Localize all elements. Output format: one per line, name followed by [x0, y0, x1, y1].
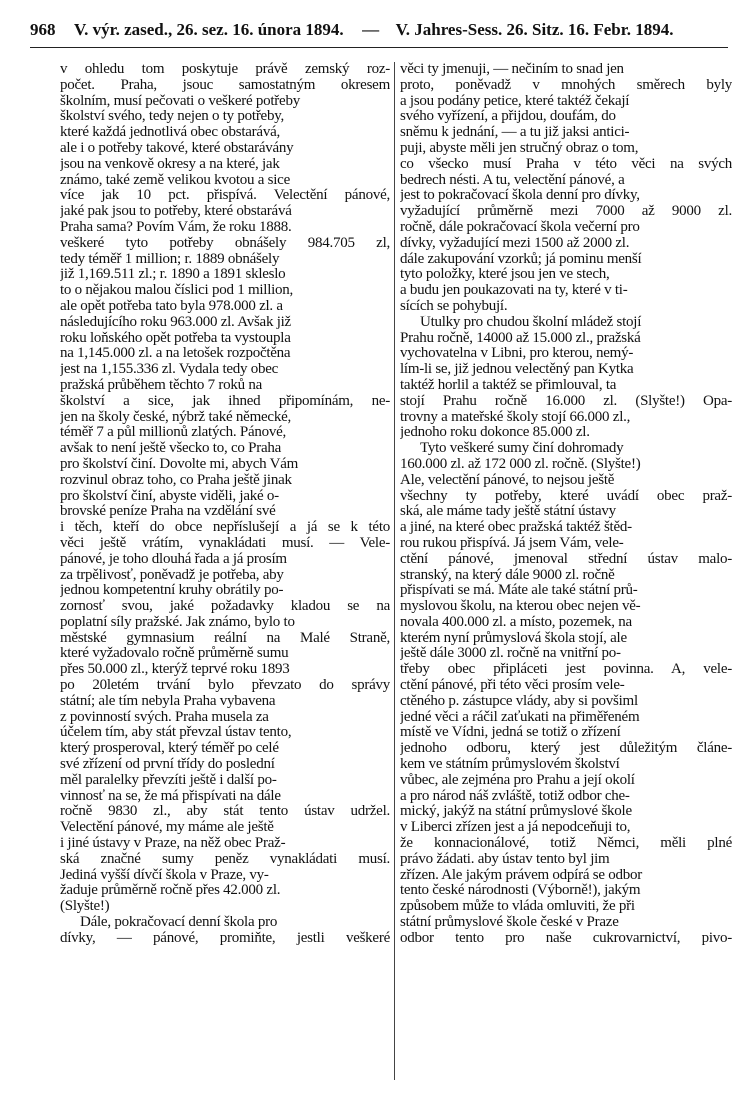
text-line: Dále, pokračovací denní škola pro [80, 915, 278, 931]
text-line: puji, abyste měli jen stručný obraz o tom, [400, 140, 639, 156]
text-line: způsobem může to vláda omluviti, že při [400, 899, 635, 915]
right-text-column [400, 62, 732, 947]
text-line: a jiné, na které obec pražská taktéž štěd- [400, 520, 632, 536]
text-line: dívky, — pánové, promiňte, jestli veškeré [60, 930, 390, 946]
text-line: pro školství činí. Dovolte mi, abych Vám [60, 456, 299, 472]
text-line: v ohledu tom poskytuje právě zemský roz- [60, 62, 390, 77]
text-line: stojí Prahu ročně 16.000 zl. (Slyšte!) Opa- [400, 393, 732, 409]
text-line: za trpělivosť, poněvadž je potřeba, aby [60, 567, 284, 583]
text-line: zřízen. Ale jakým právem odpírá se odbor [400, 867, 642, 883]
text-line: jest to pokračovací škola denní pro dívky, [400, 188, 640, 204]
text-line: školství a sice, jak ihned připomínám, ne- [60, 393, 390, 409]
text-line: ale i o potřeby takové, které obstarávány [60, 140, 294, 156]
german-session-title: V. Jahres-Sess. 26. Sitz. 16. Febr. 1894. [395, 20, 674, 39]
text-line: třeby obec připláceti jest povinna. A, vele- [400, 662, 732, 678]
text-line: že konnacionálové, totiž Němci, měli plné [400, 836, 732, 852]
czech-session-title: V. výr. zased., 26. sez. 16. února 1894. [74, 20, 344, 39]
text-line: měl paralelky převzíti ještě i další po- [60, 772, 277, 788]
text-line: městské gymnasium reální na Malé Straně, [60, 630, 390, 646]
header-rule [30, 47, 728, 48]
text-line: Praha sama? Povím Vám, že roku 1888. [60, 219, 292, 235]
text-line: kem ve státním průmyslovém školství [400, 757, 620, 773]
text-line: přispívati se má. Máte ale také státní prů- [400, 583, 638, 599]
text-line: všechny ty potřeby, které uvádí obec praž- [400, 488, 732, 504]
text-line: více jak 10 pct. přispívá. Velectění pánové, [60, 188, 390, 204]
text-line: Útulky pro chudou školní mládež stojí [420, 314, 642, 330]
text-line: sněmu k jednání, — a tu již jaksi antici- [400, 125, 630, 141]
text-line: ale opět potřeba tato byla 978.000 zl. a [60, 298, 283, 314]
text-line: taktéž horlil a taktéž se přimlouval, ta [400, 377, 617, 393]
text-line: počet. Praha, jsouc samostatným okresem [60, 77, 390, 93]
text-line: co všecko musí Praha v této věci na svých [400, 156, 732, 172]
column-divider [394, 62, 395, 1080]
text-line: ctěného p. zástupce vlády, aby si povšiml [400, 693, 638, 709]
text-line: právo žádati. aby ústav tento byl jim [400, 851, 610, 867]
text-line: vyžadující průměrně mezi 7000 až 9000 zl. [400, 204, 732, 220]
text-line: jednoho odboru, který jest důležitým článe- [400, 741, 732, 757]
text-line: jen na školy české, nýbrž také německé, [60, 409, 291, 425]
text-line: myslovou školu, na kterou obec nejen vě- [400, 599, 641, 615]
text-line: lím-li se, již jednou velectěný pan Kytka [400, 362, 634, 378]
text-line: které každá jednotlivá obec obstarává, [60, 125, 280, 141]
text-line: státní průmyslové škole české v Praze [400, 915, 619, 931]
text-line: účelem tím, aby stát převzal ústav tento, [60, 725, 292, 741]
text-line: 160.000 zl. až 172 000 zl. ročně. (Slyšte!) [400, 456, 641, 472]
text-line: známo, také země velikou kvotou a sice [60, 172, 290, 188]
text-line: rozvinul obraz toho, co Praha ještě jinak [60, 472, 292, 488]
text-line: žaduje průměrně ročně přes 42.000 zl. [60, 883, 281, 899]
text-line: Velectění pánové, my máme ale ještě [60, 820, 274, 836]
text-line: místě ve Vídni, jedná se totiž o zřízení [400, 725, 621, 741]
page-number: 968 [30, 20, 56, 39]
text-line: jedné věci a ráčil zaťukati na přiměřeném [400, 709, 640, 725]
text-line: novala 400.000 zl. a místo, pozemek, na [400, 614, 632, 630]
text-line: sících se pohybují. [400, 298, 508, 314]
text-line: pro školství činí, abyste viděli, jaké o- [60, 488, 279, 504]
text-line: Prahu ročně, 14000 až 15.000 zl., pražská [400, 330, 641, 346]
text-line: pražská průběhem těchto 7 roků na [60, 377, 263, 393]
text-line: jest na 1,155.336 zl. Vydala tedy obec [60, 362, 279, 378]
text-line: a budu jen poukazovati na ty, které v ti- [400, 283, 628, 299]
text-line: (Slyšte!) [60, 899, 110, 915]
text-line: jaké pak jsou to potřeby, které obstarává [60, 204, 292, 220]
text-line: veškeré tyto potřeby obnášely 984.705 zl, [60, 235, 390, 251]
text-line: ská, ale máme tady ještě státní ústavy [400, 504, 616, 520]
text-line: tyto položky, které jsou jen ve stech, [400, 267, 610, 283]
text-line: ročně 9830 zl., aby stát tento ústav udržel. [60, 804, 390, 820]
text-line: své zřízení od první třídy do poslední [60, 757, 275, 773]
text-line: tedy téměř 1 million; r. 1889 obnášely [60, 251, 280, 267]
text-line: i těch, kteří do obce nepříslušejí a já se k této [60, 520, 390, 536]
text-line: stranský, na který dále 9000 zl. ročně [400, 567, 615, 583]
text-line: ctění pánové, jmenoval střední ústav malo- [400, 551, 732, 567]
text-line: bedrech nésti. A tu, velectění pánové, a [400, 172, 625, 188]
text-line: rou rukou přispívá. Já jsem Vám, vele- [400, 535, 624, 551]
text-line: roku loňského opět potřeba ta vystoupla [60, 330, 291, 346]
text-line: na 1,145.000 zl. a na letošek rozpočtěna [60, 346, 291, 362]
text-line: trovny a mateřské školy stojí 66.000 zl., [400, 409, 631, 425]
header-separator: — [362, 20, 380, 39]
text-line: po 20letém trvání bylo převzato do správy [60, 678, 390, 694]
text-line: avšak to není ještě všecko to, co Praha [60, 441, 282, 457]
text-line: to o nějakou malou číslici pod 1 million, [60, 283, 294, 299]
left-text-column [60, 62, 390, 947]
text-line: a jsou podány petice, které taktéž čekají [400, 93, 630, 109]
text-line: jednoho roku dokonce 85.000 zl. [400, 425, 590, 441]
text-line: pánové, je toho dlouhá řada a já prosím [60, 551, 287, 567]
text-line: mický, jakýž na státní průmyslové škole [400, 804, 632, 820]
text-line: zornosť svou, jaké požadavky kladou se na [60, 599, 390, 615]
text-line: již 1,169.511 zl.; r. 1890 a 1891 skleslo [60, 267, 286, 283]
text-line: tento české národnosti (Výborně!), jakým [400, 883, 641, 899]
text-line: ročně, dále pokračovací škola večerní pro [400, 219, 640, 235]
text-line: Jediná vyšší dívčí škola v Praze, vy- [60, 867, 269, 883]
text-line: jsou na venkově okresy a na které, jak [60, 156, 280, 172]
text-line: věci ještě vrátím, vynakládati musí. — Vele- [60, 535, 390, 551]
text-line: svého vyřízení, a přijdou, doufám, do [400, 109, 616, 125]
text-line: státní; ale tím nebyla Praha vybavena [60, 693, 276, 709]
text-line: dívky, vyžadující mezi 1500 až 2000 zl. [400, 235, 630, 251]
text-line: ještě dále 3000 zl. ročně na vnitřní po- [400, 646, 621, 662]
text-line: školství svého, tedy nejen o ty potřeby, [60, 109, 284, 125]
text-line: proto, poněvadž v mnohých směrech byly [400, 77, 732, 93]
text-line: vychovatelna v Libni, pro kterou, nemý- [400, 346, 634, 362]
text-line: jednou kompetentní kruhy obrátily po- [60, 583, 284, 599]
text-line: brovské peníze Praha na vzdělání své [60, 504, 276, 520]
text-line: vůbec, ale zejména pro Prahu a její okolí [400, 772, 635, 788]
text-line: školním, musí pečovati o veškeré potřeby [60, 93, 300, 109]
text-line: které vyžadovalo ročně průměrně sumu [60, 646, 289, 662]
text-line: z povinností svých. Praha musela za [60, 709, 269, 725]
text-line: ská značné sumy peněz vynakládati musí. [60, 851, 390, 867]
text-line: Tyto veškeré sumy činí dohromady [420, 441, 624, 457]
text-line: i jiné ústavy v Praze, na něž obec Praž- [60, 836, 286, 852]
text-line: vinnosť na se, že má přispívati na dále [60, 788, 281, 804]
text-line: a pro národ náš zvláště, totiž odbor che- [400, 788, 630, 804]
text-line: který prosperoval, který téměř po celé [60, 741, 279, 757]
text-line: věci ty jmenuji, — nečiním to snad jen [400, 62, 624, 77]
text-line: ctění pánové, při této věci prosím vele- [400, 678, 625, 694]
text-line: přes 50.000 zl., kterýž teprvé roku 1893 [60, 662, 290, 678]
text-line: poplatní síly pražské. Jak známo, bylo to [60, 614, 295, 630]
text-line: Ale, velectění pánové, to nejsou ještě [400, 472, 615, 488]
text-line: odbor tento pro naše cukrovarnictví, pivo- [400, 930, 732, 946]
text-line: dále zakupování vzorků; já pominu menší [400, 251, 642, 267]
text-line: kterém nyní průmyslová škola stojí, ale [400, 630, 627, 646]
page-header [30, 20, 730, 48]
text-line: téměř 7 a půl millionů zlatých. Pánové, [60, 425, 287, 441]
text-line: následujícího roku 963.000 zl. Avšak již [60, 314, 291, 330]
text-line: v Liberci zřízen jest a já nepodceňuji to, [400, 820, 631, 836]
